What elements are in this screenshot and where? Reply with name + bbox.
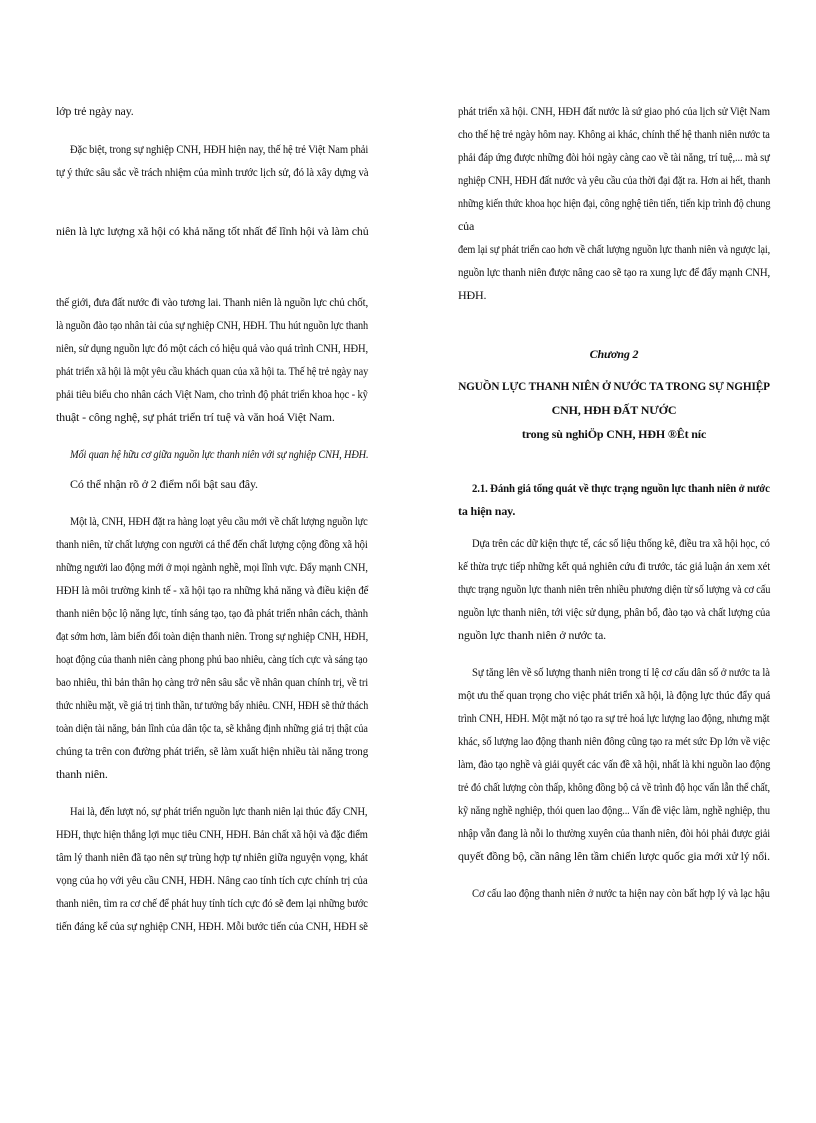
text-line: bao nhiêu, thì bản thân họ càng trở nên sâu sắc về nhân quan chính trị, về tri [56, 675, 369, 689]
text-line: toàn diện tài năng, bản lĩnh của dân tộc ta, sẽ khẳng định những giá trị thật của [56, 721, 368, 735]
chapter-label: Chương 2 [589, 347, 639, 361]
text-line: thế giới, đưa đất nước đi vào tương lai. Thanh niên là nguồn lực chủ chốt, [56, 295, 369, 309]
text-line: nguồn lực thanh niên được nâng cao sẽ tạo ra xung lực để đẩy mạnh CNH, [458, 265, 771, 279]
text-line: thanh niên, từ chất lượng con người cá thể đến chất lượng cộng đồng xã hội [56, 537, 368, 551]
text-line: thanh niên bộc lộ năng lực, tính sáng tạo, tạo đà phát triển nhân cách, thành [56, 606, 368, 620]
text-line: tự ý thức sâu sắc về trách nhiệm của mình trước lịch sử, đó là xây dựng và [56, 165, 369, 179]
text-line: trình CNH, HĐH. Một mặt nó tạo ra sự trẻ hoá lực lượng lao động, nhưng mặt [458, 711, 770, 725]
text-line: thuật - công nghệ, sự phát triển trí tuệ và văn hoá Việt Nam. [56, 410, 335, 424]
text-line: phải đáp ứng được những đòi hỏi ngày càng cao về tài năng, trí tuệ,... mà sự [458, 150, 770, 164]
text-line: một ưu thế quan trọng cho việc phát triển xã hội, là động lực thúc đẩy quá [458, 688, 771, 702]
text-line: nguồn lực thanh niên ở nước ta. [458, 628, 607, 642]
section-heading: ta hiện nay. [458, 504, 516, 518]
text-line: của [458, 219, 475, 233]
section-heading: 2.1. Đánh giá tổng quát về thực trạng nguồn lực thanh niên ở nước [472, 481, 770, 495]
text-line: kỹ năng nghề nghiệp, thói quen lao động... Vấn đề việc làm, nghề nghiệp, thu [458, 803, 770, 817]
text-line: trẻ đó chất lượng còn thấp, không đồng bộ cả về trình độ học vấn lẫn thể chất, [458, 780, 770, 794]
text-line: niên, sử dụng nguồn lực đó một cách có hiệu quả vào quá trình CNH, HĐH, [56, 341, 369, 355]
text-line: đạt sớm hơn, làm biến đổi toàn diện thanh niên. Trong sự nghiệp CNH, HĐH, [56, 629, 369, 643]
text-line: HĐH, thực hiện thắng lợi mục tiêu CNH, HĐH. Bản chất xã hội và đặc điểm [56, 827, 368, 841]
text-line: chúng ta trên con đường phát triển, sẽ làm xuất hiện nhiều tài năng trong [56, 744, 369, 758]
text-line: Hai là, đến lượt nó, sự phát triển nguồn lực thanh niên lại thúc đẩy CNH, [70, 804, 368, 818]
text-line: đem lại sự phát triển cao hơn về chất lượng nguồn lực thanh niên và ngược lại, [458, 242, 771, 256]
text-line: thanh niên, tìm ra cơ chế để phát huy tính tích cực đó sẽ đem lại những bước [56, 896, 368, 910]
text-line: phát triển xã hội là một yêu cầu khách quan của xã hội ta. Thế hệ trẻ ngày nay [56, 364, 369, 378]
text-line: là nguồn đào tạo nhân tài của sự nghiệp CNH, HĐH. Thu hút nguồn lực thanh [56, 318, 369, 332]
text-line: niên là lực lượng xã hội có khả năng tốt nhất để lĩnh hội và làm chủ [56, 224, 369, 238]
text-line: phát triển xã hội. CNH, HĐH đất nước là sứ giao phó của lịch sử Việt Nam [458, 104, 770, 118]
text-line: Có thể nhận rõ ở 2 điểm nổi bật sau đây. [70, 477, 258, 491]
text-line: vọng của họ với yêu cầu CNH, HĐH. Nâng cao tính tích cực chính trị của [56, 873, 368, 887]
text-line: nghiệp CNH, HĐH đất nước và yêu cầu của thời đại đặt ra. Hơn ai hết, thanh [458, 173, 771, 187]
chapter-title: NGUỒN LỰC THANH NIÊN Ở NƯỚC TA TRONG SỰ NGHIỆP [458, 379, 770, 393]
text-line: thực trạng nguồn lực thanh niên trên nhiều phương diện từ số lượng và cơ cấu [458, 582, 771, 596]
text-line: thanh niên. [56, 767, 108, 781]
text-line: tâm lý thanh niên đã tạo nên sự trùng hợp tự nhiên giữa nguyện vọng, khát [56, 850, 368, 864]
text-line: lớp trẻ ngày nay. [56, 104, 134, 118]
text-line: nguồn lực thanh niên, tới việc sử dụng, phân bổ, đào tạo và chất lượng của [458, 605, 770, 619]
text-line: thức nhiều mặt, về giá trị tinh thần, tư tưởng bấy nhiêu. CNH, HĐH sẽ thử thách [56, 698, 369, 712]
text-line: Sự tăng lên về số lượng thanh niên trong tỉ lệ cơ cấu dân số ở nước ta là [472, 665, 770, 679]
text-line: những người lao động mới ở mọi ngành nghề, mọi lĩnh vực. Đẩy mạnh CNH, [56, 560, 368, 574]
text-line: tiến đáng kể của sự nghiệp CNH, HĐH. Mỗi bước tiến của CNH, HĐH sẽ [56, 919, 368, 933]
text-line: những kiến thức khoa học hiện đại, công nghệ tiên tiến, tiến kịp trình độ chung [458, 196, 771, 210]
text-line: HĐH. [458, 288, 487, 302]
text-line: quyết đồng bộ, cần nâng lên tầm chiến lược quốc gia mới xử lý nổi. [458, 849, 770, 863]
text-line: hoạt động của thanh niên càng phong phú bao nhiêu, càng tích cực và sáng tạo [56, 652, 368, 666]
text-line: Đặc biệt, trong sự nghiệp CNH, HĐH hiện nay, thế hệ trẻ Việt Nam phải [70, 142, 369, 156]
text-line: phải tiêu biểu cho nhân cách Việt Nam, cho trình độ phát triển khoa học - kỹ [56, 387, 368, 401]
text-line: làm, đào tạo nghề và giải quyết các vấn đề xã hội, nhất là khi nguồn lao động [458, 757, 771, 771]
text-line: Dựa trên các dữ kiện thực tế, các số liệu thống kê, điều tra xã hội học, có [472, 536, 770, 550]
text-line: Một là, CNH, HĐH đặt ra hàng loạt yêu cầu mới về chất lượng nguồn lực [70, 514, 368, 528]
text-line: HĐH là môi trường kinh tế - xã hội tạo ra những khả năng và điều kiện để [56, 583, 369, 597]
text-line: kế thừa trực tiếp những kết quả nghiên cứu đi trước, tác giả luận án xem xét [458, 559, 771, 573]
chapter-subtitle: trong sù nghiÖp CNH, HĐH ®Êt níc [521, 427, 707, 441]
text-line: nhập vẫn đang là nỗi lo thường xuyên của thanh niên, đòi hỏi phải được giải [458, 826, 771, 840]
chapter-title: CNH, HĐH ĐẤT NƯỚC [551, 403, 677, 417]
text-line: khác, số lượng lao động thanh niên đông cũng tạo ra mét sức Ðp lớn về việc [458, 734, 770, 748]
section-subheading: Mối quan hệ hữu cơ giữa nguồn lực thanh niên với sự nghiệp CNH, HĐH. [70, 447, 369, 461]
text-line: Cơ cấu lao động thanh niên ở nước ta hiện nay còn bất hợp lý và lạc hậu [472, 886, 770, 900]
text-line: cho thế hệ trẻ ngày hôm nay. Không ai khác, chính thế hệ thanh niên nước ta [458, 127, 770, 141]
